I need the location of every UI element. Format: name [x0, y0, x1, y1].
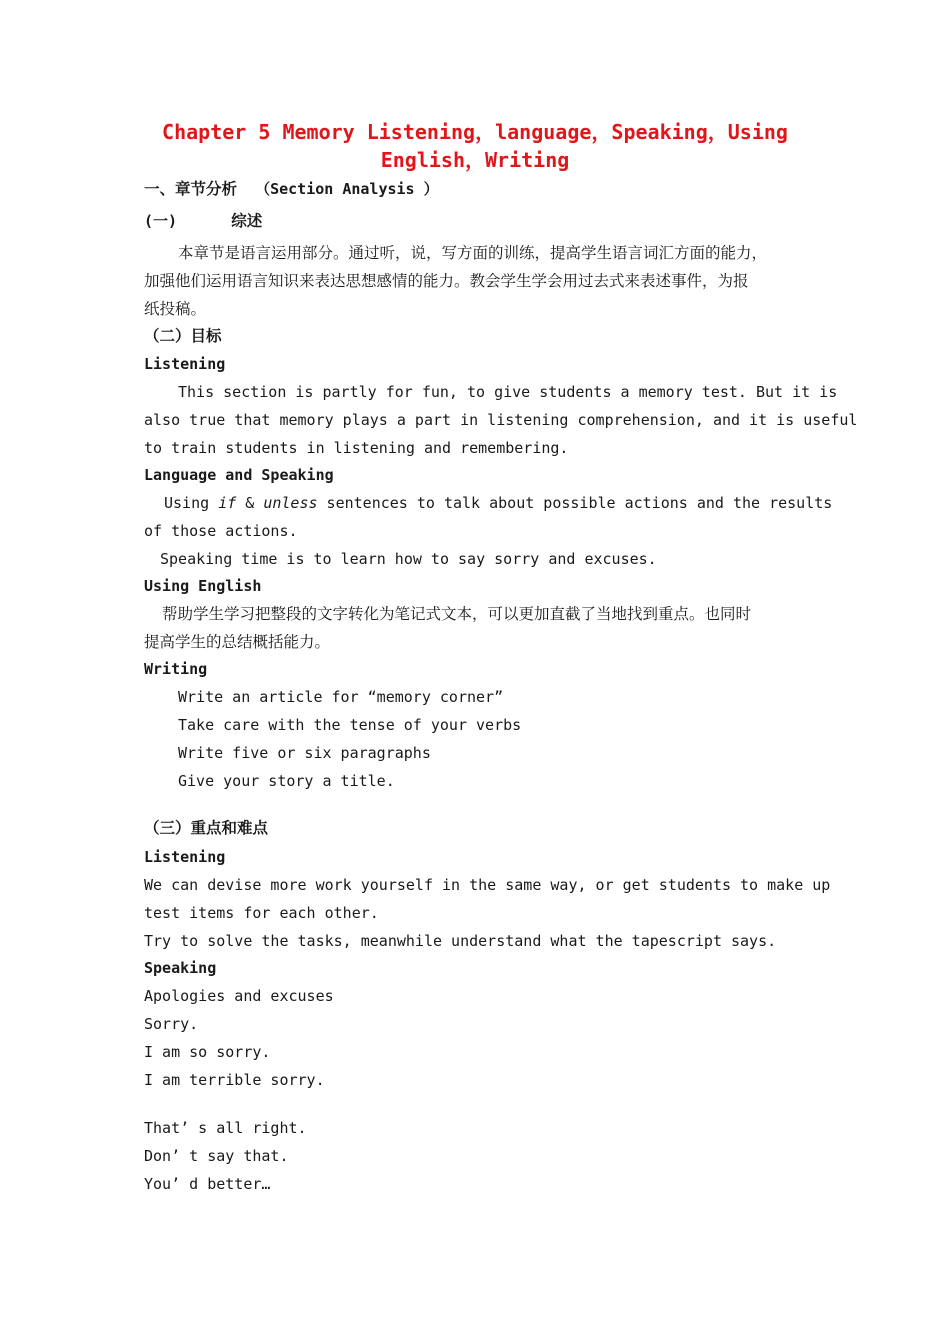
summary-line-3: 纸投稿。	[144, 300, 207, 318]
writing-heading: Writing	[144, 660, 208, 678]
language-speaking-heading: Language and Speaking	[144, 466, 334, 484]
using-english-line-1: 帮助学生学习把整段的文字转化为笔记式文本，可以更加直截了当地找到重点。也同时	[162, 605, 752, 623]
writing-line-2: Take care with the tense of your verbs	[178, 716, 522, 734]
writing-line-4: Give your story a title.	[178, 772, 395, 790]
speaking-line-4: I am terrible sorry.	[144, 1071, 325, 1089]
key-listening-heading: Listening	[144, 848, 226, 866]
subsection-goals-heading: （二）目标	[144, 326, 222, 345]
speaking-line-3: I am so sorry.	[144, 1043, 271, 1061]
section-analysis-heading: 一、章节分析 （Section Analysis ）	[144, 179, 439, 198]
key-listening-line-2: test items for each other.	[144, 904, 379, 922]
summary-line-1: 本章节是语言运用部分。通过听，说，写方面的训练，提高学生语言词汇方面的能力，	[178, 244, 768, 262]
listening-line-3: to train students in listening and remembering.	[144, 439, 569, 457]
key-listening-line-3: Try to solve the tasks, meanwhile understand what the tapescript says.	[144, 932, 777, 950]
summary-line-2: 加强他们运用语言知识来表达思想感情的能力。教会学生学会用过去式来表述事件，为报	[144, 272, 749, 290]
title-line-1: Chapter 5 Memory Listening，language，Speaking，Using	[162, 120, 788, 144]
speaking-line-1: Apologies and excuses	[144, 987, 334, 1005]
reply-line-3: You’ d better…	[144, 1175, 271, 1193]
using-english-line-2: 提高学生的总结概括能力。	[144, 633, 331, 651]
document-title	[120, 118, 830, 174]
listening-line-2: also true that memory plays a part in listening comprehension, and it is useful	[144, 411, 858, 429]
language-line-2: of those actions.	[144, 522, 298, 540]
language-line-1: Using if & unless sentences to talk about possible actions and the results	[164, 494, 833, 512]
reply-line-2: Don’ t say that.	[144, 1147, 289, 1165]
title-line-2: English，Writing	[380, 148, 570, 172]
writing-line-3: Write five or six paragraphs	[178, 744, 431, 762]
subsection-overview-heading: (一) 综述	[144, 211, 263, 230]
listening-line-1: This section is partly for fun, to give students a memory test. But it is	[178, 383, 838, 401]
listening-heading: Listening	[144, 355, 226, 373]
key-listening-line-1: We can devise more work yourself in the same way, or get students to make up	[144, 876, 831, 894]
key-points-heading: （三）重点和难点	[144, 818, 269, 837]
speaking-line-2: Sorry.	[144, 1015, 199, 1033]
using-english-heading: Using English	[144, 577, 262, 595]
language-line-3: Speaking time is to learn how to say sorry and excuses.	[160, 550, 657, 568]
writing-line-1: Write an article for “memory corner”	[178, 688, 504, 706]
reply-line-1: That’ s all right.	[144, 1119, 307, 1137]
key-speaking-heading: Speaking	[144, 959, 217, 977]
